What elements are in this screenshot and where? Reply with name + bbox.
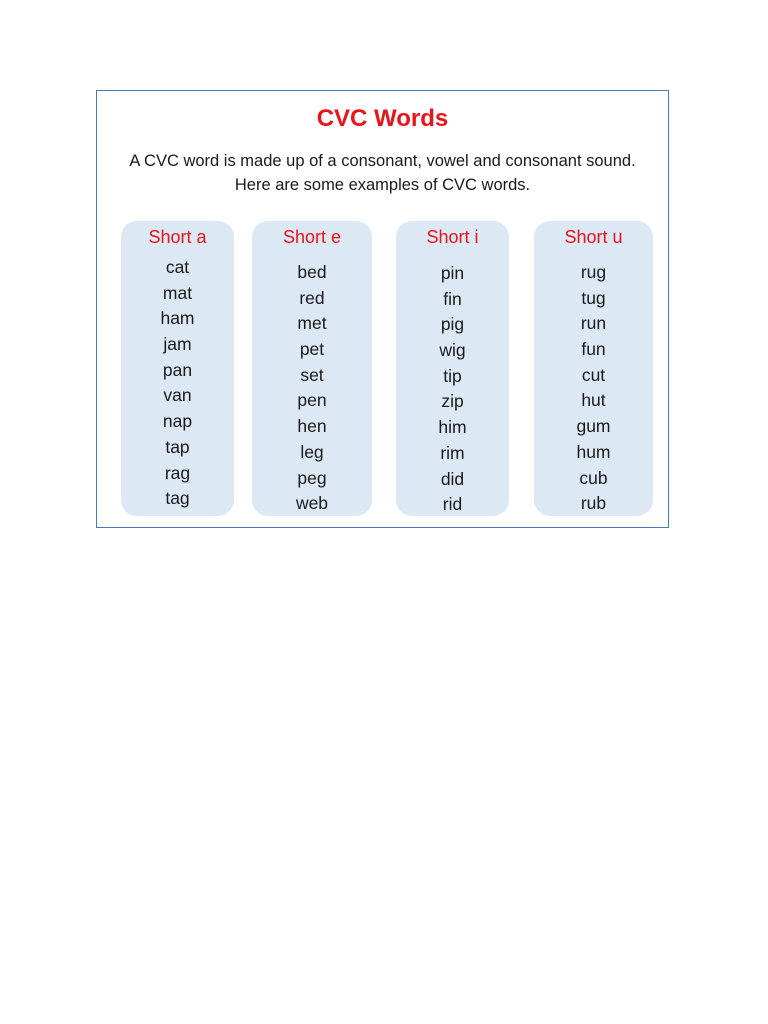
word-item: jam <box>163 334 192 355</box>
word-list-short-i <box>396 261 509 518</box>
word-item: rid <box>442 494 463 515</box>
word-item: leg <box>300 441 324 462</box>
word-list-short-u <box>534 260 653 517</box>
word-item: set <box>300 364 324 385</box>
word-item: hum <box>576 441 611 462</box>
word-item: rug <box>580 262 607 282</box>
word-item: rub <box>580 493 607 514</box>
word-item: mat <box>162 282 193 303</box>
word-item: peg <box>297 467 327 488</box>
page-title: CVC Words <box>316 105 449 132</box>
intro-text <box>97 149 668 197</box>
word-item: pan <box>162 359 193 380</box>
word-list-short-a <box>121 255 234 512</box>
column-short-a <box>121 221 234 516</box>
column-short-i <box>396 221 509 516</box>
word-item: pin <box>440 263 465 283</box>
word-item: pet <box>299 339 325 360</box>
word-item: ham <box>160 308 195 329</box>
word-item: met <box>297 313 327 334</box>
word-item: tip <box>443 365 462 386</box>
word-item: hen <box>297 416 327 437</box>
word-item: him <box>438 417 467 438</box>
word-item: rim <box>440 442 465 463</box>
word-item: hut <box>581 390 606 411</box>
word-item: cub <box>579 467 608 488</box>
word-item: wig <box>439 340 466 361</box>
word-item: red <box>299 287 325 308</box>
word-item: tap <box>165 436 190 457</box>
column-heading-short-u: Short u <box>564 227 623 247</box>
word-item: zip <box>441 391 464 412</box>
column-short-e <box>252 221 372 516</box>
column-heading-short-e: Short e <box>282 227 342 247</box>
column-heading-short-a: Short a <box>148 227 207 247</box>
word-item: bed <box>297 262 327 282</box>
word-item: cut <box>581 364 606 385</box>
word-item: tug <box>581 287 606 308</box>
word-item: rag <box>164 462 191 483</box>
word-item: fin <box>443 288 462 309</box>
word-item: run <box>580 313 607 334</box>
word-item: gum <box>576 416 611 437</box>
word-item: web <box>295 493 329 514</box>
column-short-u <box>534 221 653 516</box>
word-item: pen <box>297 390 327 411</box>
word-item: fun <box>581 339 606 360</box>
word-item: tag <box>165 488 190 509</box>
word-item: van <box>163 385 192 406</box>
intro-line-2: Here are some examples of CVC words. <box>234 176 531 194</box>
intro-line-1: A CVC word is made up of a consonant, vowel and consonant sound. <box>129 152 636 170</box>
word-item: did <box>440 468 465 489</box>
cvc-words-card <box>96 90 669 528</box>
word-list-short-e <box>252 260 372 517</box>
word-item: pig <box>440 314 465 335</box>
word-item: cat <box>165 257 190 277</box>
word-item: nap <box>162 411 193 432</box>
column-heading-short-i: Short i <box>426 227 479 247</box>
